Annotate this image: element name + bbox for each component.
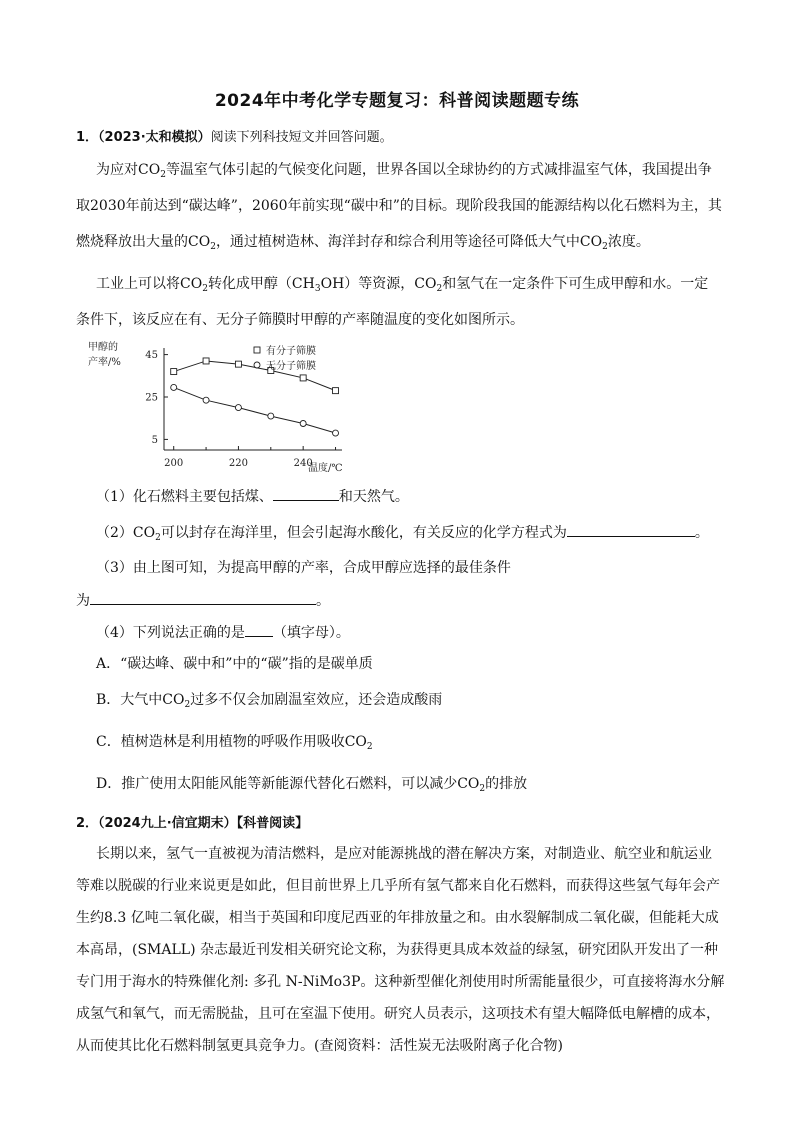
data-point-square xyxy=(300,375,306,381)
option-b[interactable]: B．大气中$CO_2$过多不仅会加剧温室效应，还会造成酸雨 xyxy=(96,692,443,710)
legend-marker-square xyxy=(254,347,260,353)
passage-2-line-2: 等难以脱碳的行业来说更是如此，但目前世界上几乎所有氢气都来自化石燃料，而获得这些氢气每年会产 xyxy=(76,878,720,894)
y-tick-label: 5 xyxy=(151,434,158,446)
passage-2-line-5: 专门用于海水的特殊催化剂: 多孔 N-NiMo3P。这种新型催化剂使用时所需能量很少，可直接将海水分解 xyxy=(76,974,725,990)
methanol-yield-chart xyxy=(86,338,356,478)
data-point-circle xyxy=(171,384,177,390)
data-point-square xyxy=(235,361,241,367)
paragraph-1-line-3: 燃烧释放出大量的$CO_2$，通过植树造林、海洋封存和综合利用等途径可降低大气中$CO_2$浓度。 xyxy=(76,234,650,252)
legend-label-with-membrane: 有分子筛膜 xyxy=(266,346,316,357)
y-ticks xyxy=(145,350,168,446)
paragraph-2-line-2: 条件下，该反应在有、无分子筛膜时甲醇的产率随温度的变化如图所示。 xyxy=(76,312,524,328)
passage-2-line-7: 从而使其比化石燃料制氢更具竞争力。(查阅资料：活性炭无法吸附离子化合物) xyxy=(76,1038,563,1054)
legend-label-without-membrane: 无分子筛膜 xyxy=(266,361,316,372)
data-point-circle xyxy=(203,397,209,403)
sub-question-2: $(2)CO_2$可以封存在海洋里，但会引起海水酸化，有关反应的化学方程式为 。 xyxy=(96,522,709,543)
question-tag: 【科普阅读】 xyxy=(236,816,309,831)
answer-blank-4[interactable] xyxy=(245,622,273,637)
option-c[interactable]: C．植树造林是利用植物的呼吸作用吸收$CO_2$ xyxy=(96,734,373,752)
passage-2-line-3: 生约8.3 亿吨二氧化碳，相当于英国和印度尼西亚的年排放量之和。由水裂解制成二氧化碳，但能耗大成 xyxy=(76,910,719,926)
answer-blank-1[interactable] xyxy=(273,486,339,501)
sub-question-1: （1）化石燃料主要包括煤、 和天然气。 xyxy=(96,486,409,507)
question-number: 2． xyxy=(76,816,99,831)
question-1-header xyxy=(76,126,393,145)
x-tick-label: 240 xyxy=(293,458,313,469)
passage-2-line-6: 成氢气和氧气，而无需脱盐，且可在室温下使用。研究人员表示，这项技术有望大幅降低电解槽的成本， xyxy=(76,1006,720,1022)
data-point-square xyxy=(171,369,177,375)
question-prompt: 阅读下列科技短文并回答问题。 xyxy=(210,130,393,145)
question-source: （2024九上·信宜期末） xyxy=(98,816,237,831)
data-point-circle xyxy=(235,405,241,411)
question-number: 1． xyxy=(76,130,99,145)
data-point-circle xyxy=(333,430,339,436)
data-point-square xyxy=(203,358,209,364)
data-point-circle xyxy=(268,413,274,419)
legend xyxy=(254,344,316,372)
passage-2-line-1: 长期以来，氢气一直被视为清洁燃料，是应对能源挑战的潜在解决方案，对制造业、航空业和航运业 xyxy=(96,846,712,862)
question-2-header xyxy=(76,812,308,831)
y-tick-label: 45 xyxy=(145,350,158,362)
x-axis-label: 温度/℃ xyxy=(308,463,343,474)
sub-question-3-cont: 为 。 xyxy=(76,590,330,611)
option-a[interactable]: A．“碳达峰、碳中和”中的“碳”指的是碳单质 xyxy=(96,656,373,672)
passage-2-line-4: 本高昂，(SMALL) 杂志最近刊发相关研究论文称，为获得更具成本效益的绿氢，研究团队开发出了一种 xyxy=(76,942,719,958)
x-tick-label: 220 xyxy=(228,458,248,469)
sub-question-3: （3）由上图可知，为提高甲醇的产率，合成甲醇应选择的最佳条件 xyxy=(96,560,511,576)
paragraph-2-line-1: 工业上可以将$CO_2$转化成甲醇$(CH_3OH)$等资源，$CO_2$和氢气在一定条件下可生成甲醇和水。一定 xyxy=(96,276,709,294)
y-axis-label-line-1: 甲醇的 xyxy=(88,342,118,353)
x-tick-label: 200 xyxy=(164,458,184,469)
answer-blank-2[interactable] xyxy=(567,522,695,537)
paragraph-1-line-1: 为应对$CO_2$等温室气体引起的气候变化问题，世界各国以全球协约的方式减排温室气体，我国提出争 xyxy=(96,162,712,180)
data-point-square xyxy=(333,388,339,394)
series-line-without-membrane xyxy=(174,387,336,433)
question-source: （2023·太和模拟） xyxy=(98,130,211,145)
page-title: 2024年中考化学专题复习：科普阅读题题专练 xyxy=(214,91,580,111)
data-point-circle xyxy=(300,421,306,427)
y-axis-label-line-2: 产率/% xyxy=(88,357,121,368)
answer-blank-3[interactable] xyxy=(90,590,316,605)
y-tick-label: 25 xyxy=(145,392,158,404)
legend-marker-circle xyxy=(254,362,260,368)
option-d[interactable]: D．推广使用太阳能风能等新能源代替化石燃料，可以减少$CO_2$的排放 xyxy=(96,776,528,794)
paragraph-1-line-2: 取2030年前达到“碳达峰”，2060年前实现“碳中和”的目标。现阶段我国的能源结构以化石燃料为主，其 xyxy=(76,198,722,214)
sub-question-4: （4）下列说法正确的是 （填字母）。 xyxy=(96,622,350,643)
